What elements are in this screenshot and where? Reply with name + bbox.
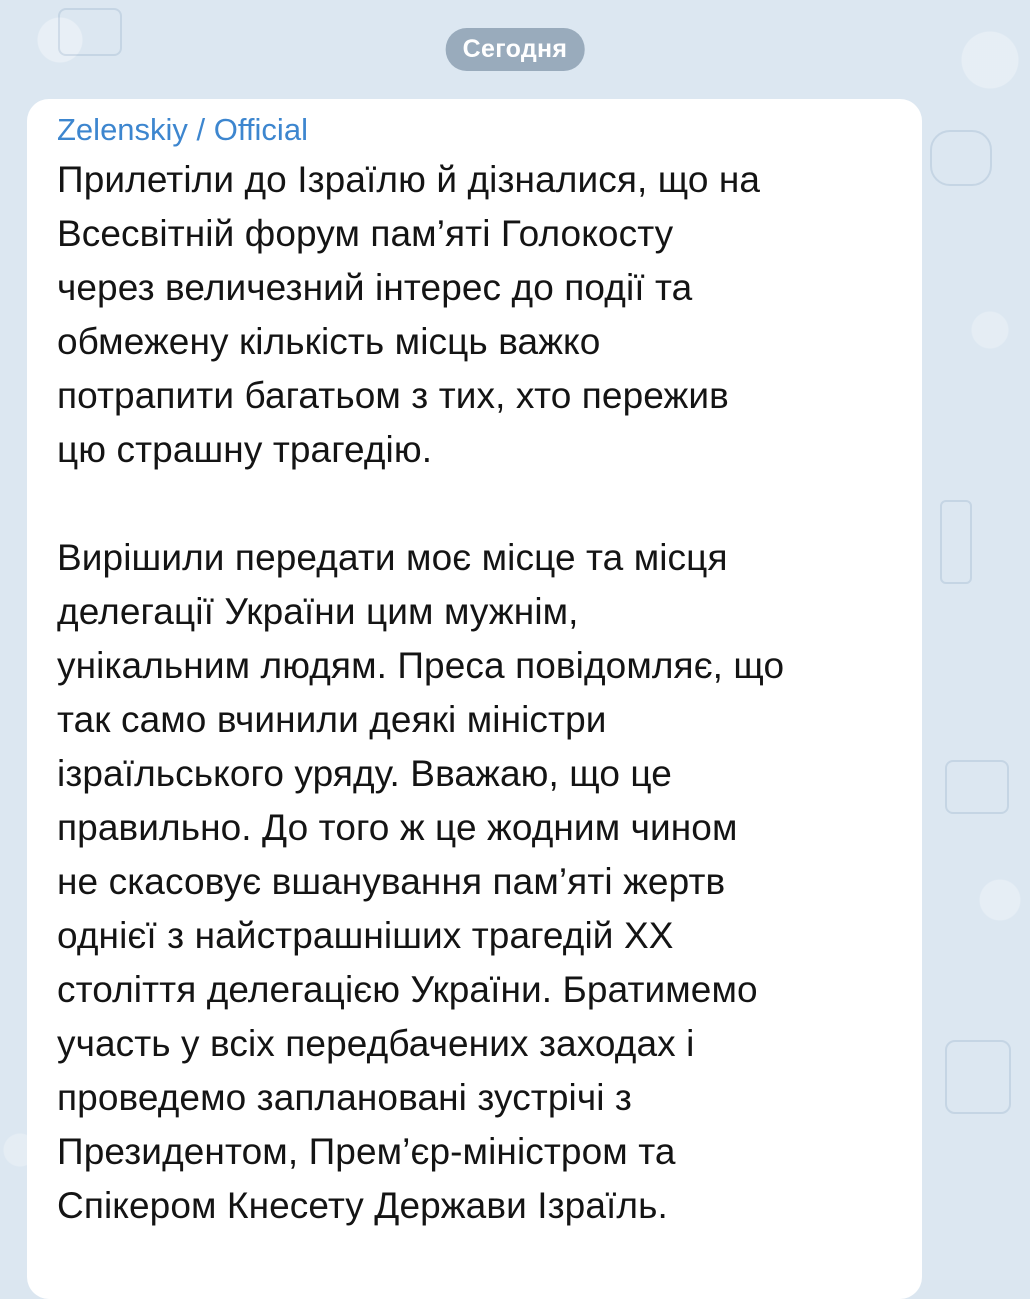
message-bubble[interactable] xyxy=(27,99,922,1299)
background-doodle-candle-icon xyxy=(940,500,972,584)
message-paragraph: Прилетіли до Ізраїлю й дізналися, що на Всесвітній форум пам’яті Голокосту через величезний інтерес до події та обмежену кількість місць важко потрапити багатьом з тих, хто пережив цю страшну трагедію. xyxy=(57,159,761,470)
background-doodle-box-icon xyxy=(945,760,1009,814)
paragraph-spacer xyxy=(57,477,892,531)
date-separator: Сегодня xyxy=(446,28,585,71)
background-doodle-cake-icon xyxy=(930,130,992,186)
message-paragraph: Вирішили передати моє місце та місця делегації України цим мужнім, унікальним людям. Преса повідомляє, що так само вчинили деякі міністри ізраїльського уряду. Вважаю, що це правильно. До того ж це жодним чином не скасовує вшанування пам’яті жертв однієї з найстрашніших трагедій XX століття делегацією України. Братимемо участь у всіх передбачених заходах і проведемо заплановані зустрічі з Президентом, Прем’єр-міністром та Спікером Кнесету Держави Ізраїль. xyxy=(57,537,785,1226)
background-doodle-gift-icon xyxy=(58,8,122,56)
sender-name[interactable]: Zelenskiy / Official xyxy=(57,112,308,147)
background-doodle-cup-icon xyxy=(945,1040,1011,1114)
